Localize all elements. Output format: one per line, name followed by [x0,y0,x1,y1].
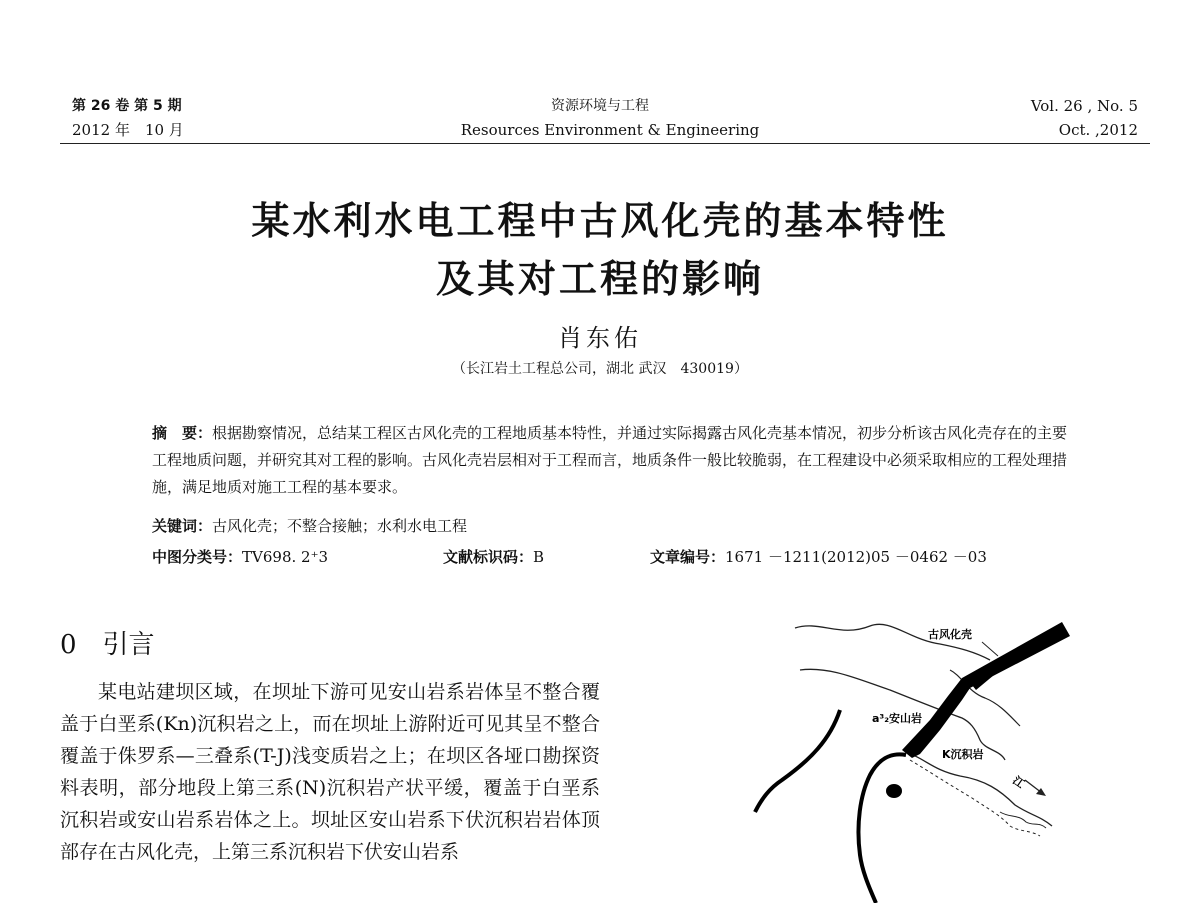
section-title: 引言 [102,630,155,660]
volume-info: Vol. 26 , No. 5 [1030,97,1138,115]
label-sedimentary: K沉积岩 [942,748,984,761]
label-leader [982,642,998,656]
abstract-label: 摘 要： [152,424,213,442]
volume-date: Oct. ,2012 [1058,121,1138,139]
article-number-label: 文章编号： [650,548,726,566]
doc-code-label: 文献标识码： [443,548,534,566]
keywords-text: 古风化壳；不整合接触；水利水电工程 [212,517,468,535]
river-bank-south [905,752,1052,826]
journal-name-en: Resources Environment & Engineering [460,121,760,139]
keywords-label: 关键词： [152,517,213,535]
weathering-crust-band [902,622,1070,758]
paper-title-line2: 及其对工程的影响 [435,257,764,301]
keywords [152,513,1072,540]
outcrop-marker [886,784,902,798]
header-rule [60,143,1150,144]
clc-label: 中图分类号： [152,548,243,566]
issue-info: 第 26 卷 第 5 期 [72,98,182,114]
label-river: 江 [1010,773,1027,791]
article-number [650,546,987,567]
article-number-value: 1671 －1211(2012)05 －0462 －03 [725,548,987,566]
riverbed-texture [1000,812,1046,828]
unconformity-line-west [755,710,840,812]
unconformity-line-south [858,754,906,903]
affiliation: （长江岩土工程总公司，湖北 武汉 430019） [452,361,748,377]
section-heading [60,624,155,661]
contour-dashed [910,760,1040,836]
abstract-text: 根据勘察情况，总结某工程区古风化壳的工程地质基本特性，并通过实际揭露古风化壳基本情况，初步分析该古风化壳存在的主要工程地质问题，并研究其对工程的影响。古风化壳岩层相对于工程而言，地质条件一般比较脆弱，在工程建设中必须采取相应的工程处理措施，满足地质对施工工程的基本要求。 [152,424,1068,496]
journal-name-cn: 资源环境与工程 [551,98,649,114]
paper-title-line1: 某水利水电工程中古风化壳的基本特性 [251,199,949,243]
label-andesite: a³₂安山岩 [872,712,923,725]
section-number: 0 [60,630,77,660]
geological-sketch-map [700,600,1120,903]
doc-code [443,546,544,567]
doc-code-value: B [533,548,545,566]
abstract [152,420,1072,501]
clc-value: TV698. 2⁺3 [242,548,329,566]
author: 肖东佑 [558,324,642,352]
body-paragraph: 某电站建坝区域，在坝址下游可见安山岩系岩体呈不整合覆盖于白垩系(Kn)沉积岩之上，而在坝址上游附近可见其呈不整合覆盖于侏罗系—三叠系(T-J)浅变质岩之上；在坝区各垭口勘探资料表明，部分地段上第三系(N)沉积岩产状平缓，覆盖于白垩系沉积岩或安山岩系岩体之上。坝址区安山岩系下伏沉积岩岩体顶部存在古风化壳，上第三系沉积岩下伏安山岩系 [60,681,600,863]
issue-date: 2012 年 10 月 [72,121,184,139]
label-weathering-crust: 古风化壳 [928,628,972,641]
clc-number [152,546,328,567]
